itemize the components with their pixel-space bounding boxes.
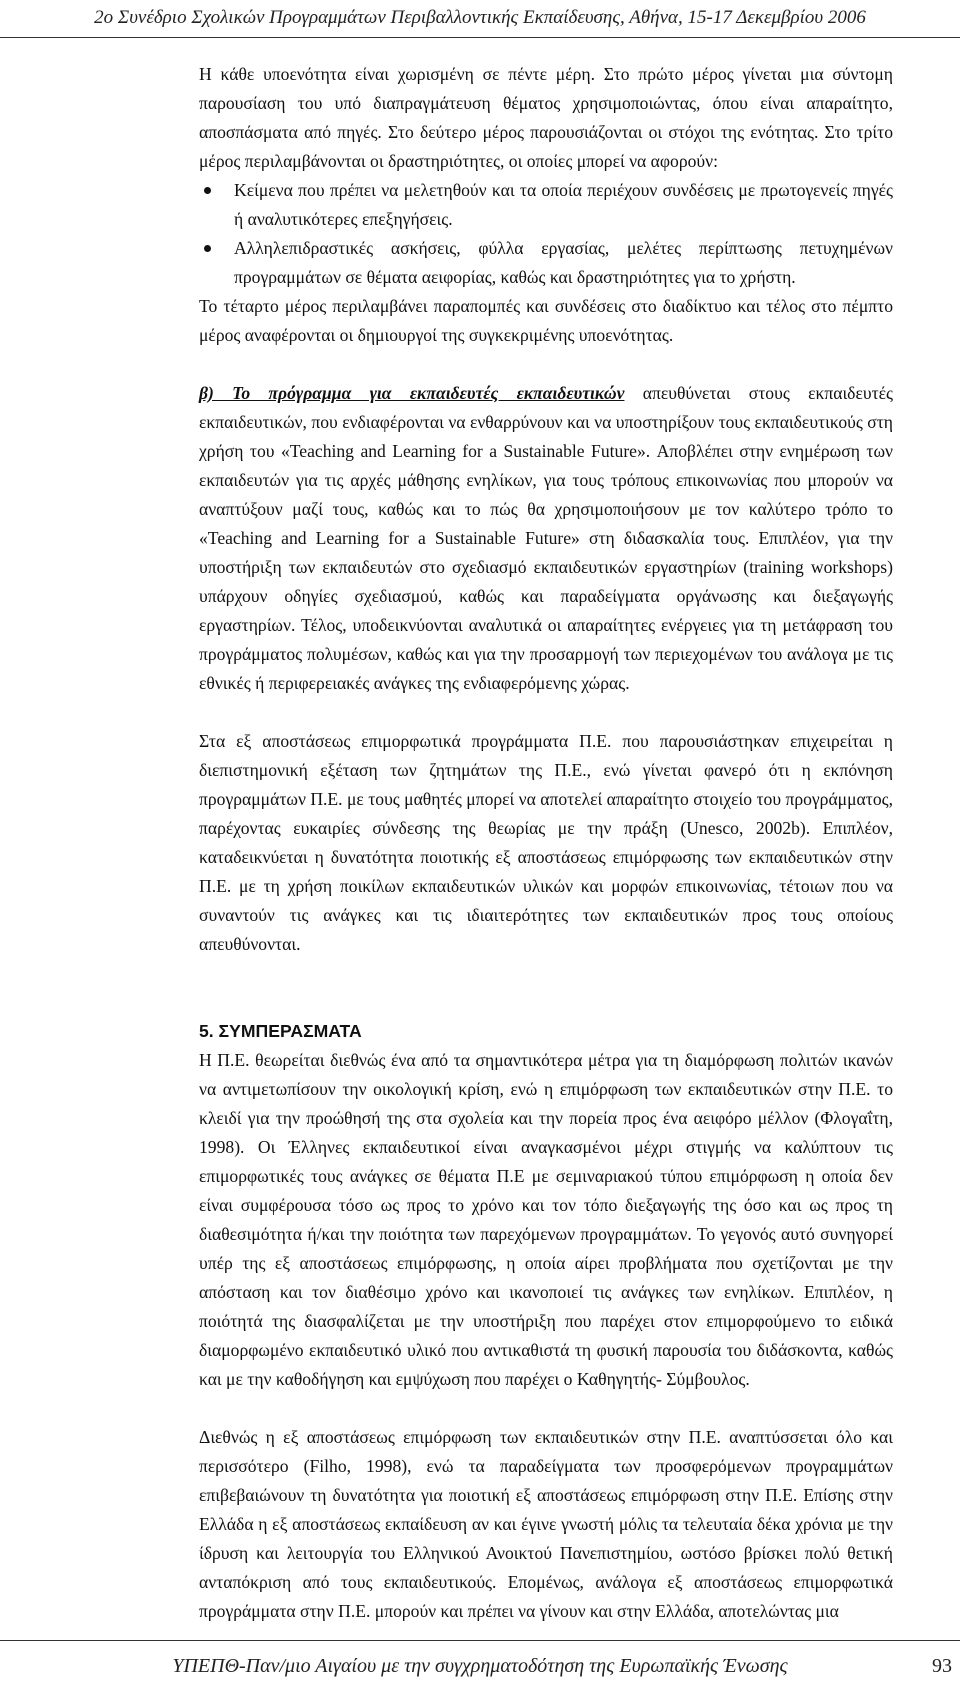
spacer [199,1394,893,1423]
emphasis-heading: β) Το πρόγραμμα για εκπαιδευτές εκπαιδευτικών [199,383,625,403]
activities-list [199,176,893,292]
running-footer [0,1650,960,1682]
footer-rule [0,1640,960,1641]
paragraph-international: Διεθνώς η εξ αποστάσεως επιμόρφωση των εκπαιδευτικών στην Π.Ε. αναπτύσσεται όλο και περισσότερο (Filho, 1998), ενώ τα παραδείγματα των προσφερόμενων προγραμμάτων επιβεβαιώνουν τη δυνατότητα για ποιοτική εξ αποστάσεως επιμόρφωση στην Π.Ε. Επίσης στην Ελλάδα η εξ αποστάσεως εκπαίδευση αν και έγινε γνωστή μόλις τα τελευταία δέκα χρόνια με την ίδρυση και λειτουργία του Ελληνικού Ανοικτού Πανεπιστημίου, ωστόσο βρίσκει πολύ θετική ανταπόκριση από τους εκπαιδευτικούς. Επομένως, ανάλογα εξ αποστάσεως επιμορφωτικά προγράμματα στην Π.Ε. μπορούν και πρέπει να γίνουν και στην Ελλάδα, αποτελώντας μια [199,1427,893,1621]
spacer [199,959,893,1017]
list-item: Κείμενα που πρέπει να μελετηθούν και τα οποία περιέχουν συνδέσεις με πρωτογενείς πηγές ή αναλυτικότερες επεξηγήσεις. [234,176,893,234]
section-heading: 5. ΣΥΜΠΕΡΑΣΜΑΤΑ [199,1021,362,1041]
paragraph-trainers-program [199,379,893,698]
paragraph-conclusions: Η Π.Ε. θεωρείται διεθνώς ένα από τα σημαντικότερα μέτρα για τη διαμόρφωση πολιτών ικανών να αντιμετωπίσουν την οικολογική κρίση, ενώ η επιμόρφωση των εκπαιδευτικών στην Π.Ε. το κλειδί για την προώθησή της στα σχολεία και την πορεία προς ένα αειφόρο μέλλον (Φλογαΐτη, 1998). Οι Έλληνες εκπαιδευτικοί είναι αναγκασμένοι μέχρι στιγμής να καλύπτουν τις επιμορφωτικές τους ανάγκες σε θέματα Π.Ε με σεμιναριακού τύπου επιμόρφωση η οποία δεν είναι συμφέρουσα τόσο ως προς το χρόνο και τον τόπο διεξαγωγής της όσο και ως προς τη διαθεσιμότητα ή/και την ποιότητα των παρεχόμενων προγραμμάτων. Το γεγονός αυτό συνηγορεί υπέρ της εξ αποστάσεως επιμόρφωσης, η οποία αίρει προβλήματα που σχετίζονται με την απόσταση και τον διαθέσιμο χρόνο και ικανοποιεί τις ανάγκες των ενηλίκων. Επιπλέον, η ποιότητά της διασφαλίζεται με την υποστήριξη που παρέχει στον επιμορφούμενο το ειδικά διαμορφωμένο εκπαιδευτικό υλικό που αντικαθιστά τη φυσική παρουσία του διδάσκοντα, καθώς και με την καθοδήγηση και εμψύχωση που παρέχει ο Καθηγητής- Σύμβουλος. [199,1050,893,1389]
header-rule [0,37,960,38]
page-number: 93 [932,1655,952,1677]
paragraph-units-structure: Η κάθε υποενότητα είναι χωρισμένη σε πέντε μέρη. Στο πρώτο μέρος γίνεται μια σύντομη παρουσίαση του υπό διαπραγμάτευση θέματος χρησιμοποιώντας, όπου είναι απαραίτητο, αποσπάσματα από πηγές. Στο δεύτερο μέρος παρουσιάζονται οι στόχοι της ενότητας. Στο τρίτο μέρος περιλαμβάνονται οι δραστηριότητες, οι οποίες μπορεί να αφορούν: [199,64,893,171]
document-body [199,60,893,1626]
running-header: 2ο Συνέδριο Σχολικών Προγραμμάτων Περιβαλλοντικής Εκπαίδευσης, Αθήνα, 15-17 Δεκεμβρίου 2006 [94,7,866,28]
paragraph-text: απευθύνεται στους εκπαιδευτές εκπαιδευτικών, που ενδιαφέρονται να ενθαρρύνουν και να υποστηρίξουν τους εκπαιδευτικούς στη χρήση του «Teaching and Learning for a Sustainable Future». Αποβλέπει στην ενημέρωση των εκπαιδευτών για τις αρχές μάθησης ενηλίκων, για τους τρόπους επικοινωνίας που μπορούν να αναπτύξουν μαζί τους, καθώς και το πώς θα χρησιμοποιήσουν με τον καλύτερο τρόπο το «Teaching and Learning for a Sustainable Future» στη διδασκαλία τους. Επιπλέον, για την υποστήριξη των εκπαιδευτών στο σχεδιασμό εκπαιδευτικών εργαστηρίων (training workshops) υπάρχουν οδηγίες σχεδιασμού, καθώς και παραδείγματα οργάνωσης και διεξαγωγής εργαστηρίων. Τέλος, υποδεικνύονται αναλυτικά οι απαραίτητες ενέργειες για τη μετάφραση του προγράμματος πολυμέσων, καθώς και για την προσαρμογή των περιεχομένων του ανάλογα με τις εθνικές ή περιφερειακές ανάγκες της ενδιαφερόμενης χώρας. [199,383,893,693]
footer-text: ΥΠΕΠΘ-Παν/μιο Αιγαίου με την συγχρηματοδότηση της Ευρωπαϊκής Ένωσης [172,1655,788,1677]
spacer [199,350,893,379]
paragraph-distance-programs: Στα εξ αποστάσεως επιμορφωτικά προγράμματα Π.Ε. που παρουσιάστηκαν επιχειρείται η διεπιστημονική εξέταση των ζητημάτων της Π.Ε., ενώ γίνεται φανερό ότι η εκπόνηση προγραμμάτων Π.Ε. με τους μαθητές μπορεί να αποτελεί απαραίτητο στοιχείο του προγράμματος, παρέχοντας ευκαιρίες σύνδεσης της θεωρίας με την πράξη (Unesco, 2002b). Επιπλέον, καταδεικνύεται η δυνατότητα ποιοτικής εξ αποστάσεως επιμόρφωσης των εκπαιδευτικών στην Π.Ε. με τη χρήση ποικίλων εκπαιδευτικών υλικών και μορφών επικοινωνίας, τέτοιων που να συναντούν τις ανάγκες και τις ιδιαιτερότητες των εκπαιδευτικών προς τους οποίους απευθύνονται. [199,731,893,954]
spacer [199,698,893,727]
paragraph-fourth-fifth-part: Το τέταρτο μέρος περιλαμβάνει παραπομπές και συνδέσεις στο διαδίκτυο και τέλος στο πέμπτο μέρος αναφέρονται οι δημιουργοί της συγκεκριμένης υποενότητας. [199,296,893,345]
list-item: Αλληλεπιδραστικές ασκήσεις, φύλλα εργασίας, μελέτες περίπτωσης πετυχημένων προγραμμάτων σε θέματα αειφορίας, καθώς και δραστηριότητες για το χρήστη. [234,234,893,292]
